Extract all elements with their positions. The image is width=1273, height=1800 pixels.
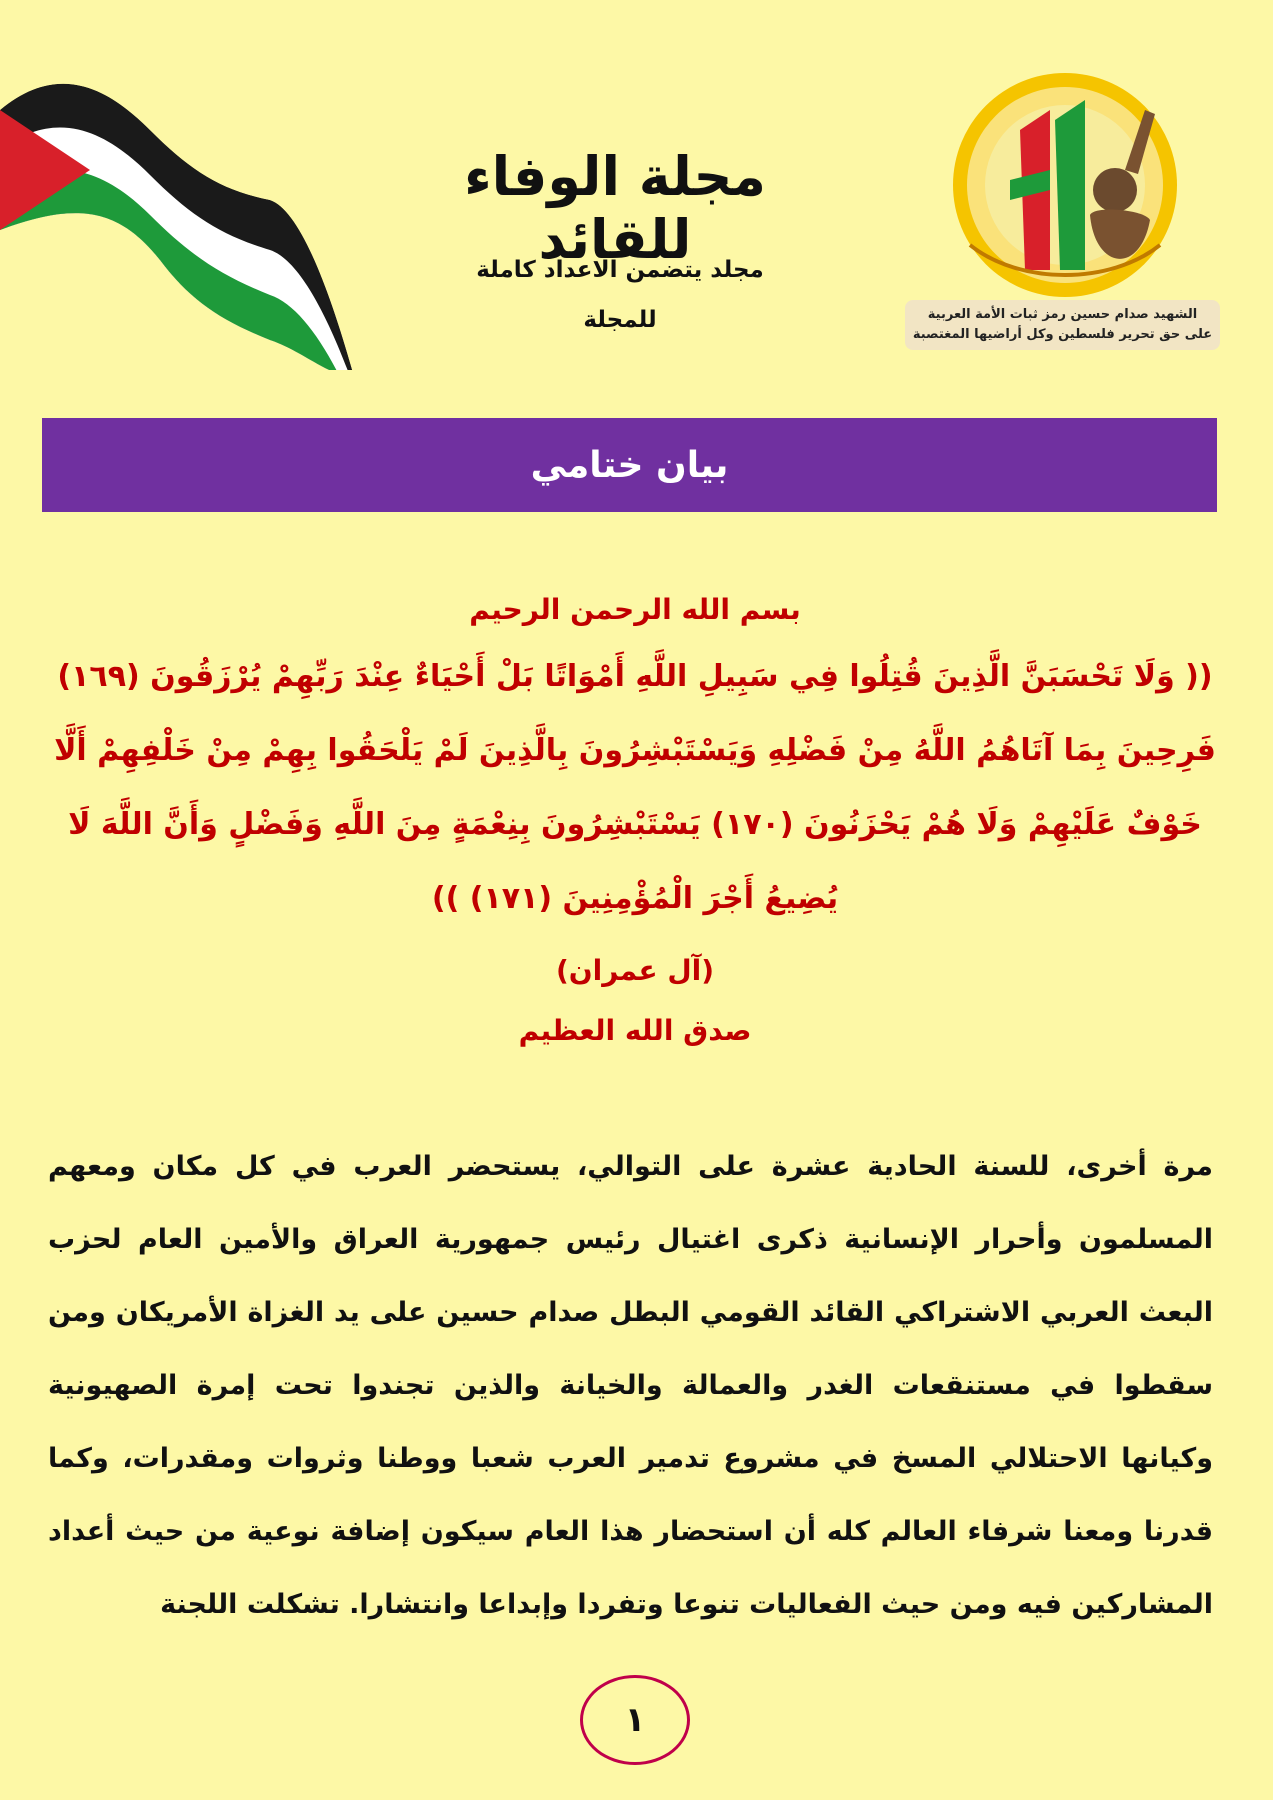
subtitle-line-1: مجلد يتضمن الاعداد كاملة [476, 257, 764, 283]
logo-caption-line-1: الشهيد صدام حسين رمز ثبات الأمة العربية [927, 307, 1198, 322]
subtitle-line-2: للمجلة [583, 307, 657, 333]
surah-reference: (آل عمران) [555, 954, 715, 987]
palestine-flag-image [0, 50, 360, 370]
body-paragraph: مرة أخرى، للسنة الحادية عشرة على التوالي، يستحضر العرب في كل مكان ومعهم المسلمون وأحرار الإنسانية ذكرى اغتيال رئيس جمهورية العراق والأمين العام لحزب البعث العربي الاشتراكي القائد القومي البطل صدام حسين على يد الغزاة الأمريكان ومن سقطوا في مستنقعات الغدر والعمالة والخيانة والذين تجندوا تحت إمرة الصهيونية وكيانها الاحتلالي المسخ في مشروع تدمير العرب شعبا ووطنا وثروات ومقدرات، وكما قدرنا ومعنا شرفاء العالم كله أن استحضار هذا العام سيكون إضافة نوعية من حيث أعداد المشاركين فيه ومن حيث الفعاليات تنوعا وتفردا وإبداعا وانتشارا. تشكلت اللجنة [48, 1151, 1213, 1620]
magazine-title: مجلة الوفاء للقائد [464, 145, 766, 271]
page-number-text: ١ [624, 1700, 646, 1740]
closing-phrase: صدق الله العظيم [518, 1014, 752, 1047]
magazine-subtitle [420, 245, 820, 345]
basmala: بسم الله الرحمن الرحيم [469, 593, 801, 626]
banner-title: بيان ختامي [530, 444, 729, 486]
logo-caption [905, 300, 1220, 350]
logo-caption-line-2: على حق تحرير فلسطين وكل أراضيها المغتصبة [912, 327, 1213, 342]
page-number [580, 1675, 690, 1765]
quran-verse: (( وَلَا تَحْسَبَنَّ الَّذِينَ قُتِلُوا فِي سَبِيلِ اللَّهِ أَمْوَاتًا بَلْ أَحْيَاءٌ عِنْدَ رَبِّهِمْ يُرْزَقُونَ (١٦٩) فَرِحِينَ بِمَا آتَاهُمُ اللَّهُ مِنْ فَضْلِهِ وَيَسْتَبْشِرُونَ بِالَّذِينَ لَمْ يَلْحَقُوا بِهِمْ مِنْ خَلْفِهِمْ أَلَّا خَوْفٌ عَلَيْهِمْ وَلَا هُمْ يَحْزَنُونَ (١٧٠) يَسْتَبْشِرُونَ بِنِعْمَةٍ مِنَ اللَّهِ وَفَضْلٍ وَأَنَّ اللَّهَ لَا يُضِيعُ أَجْرَ الْمُؤْمِنِينَ (١٧١) )) [54, 659, 1216, 916]
quran-block [50, 590, 1220, 1056]
section-banner [42, 418, 1217, 512]
